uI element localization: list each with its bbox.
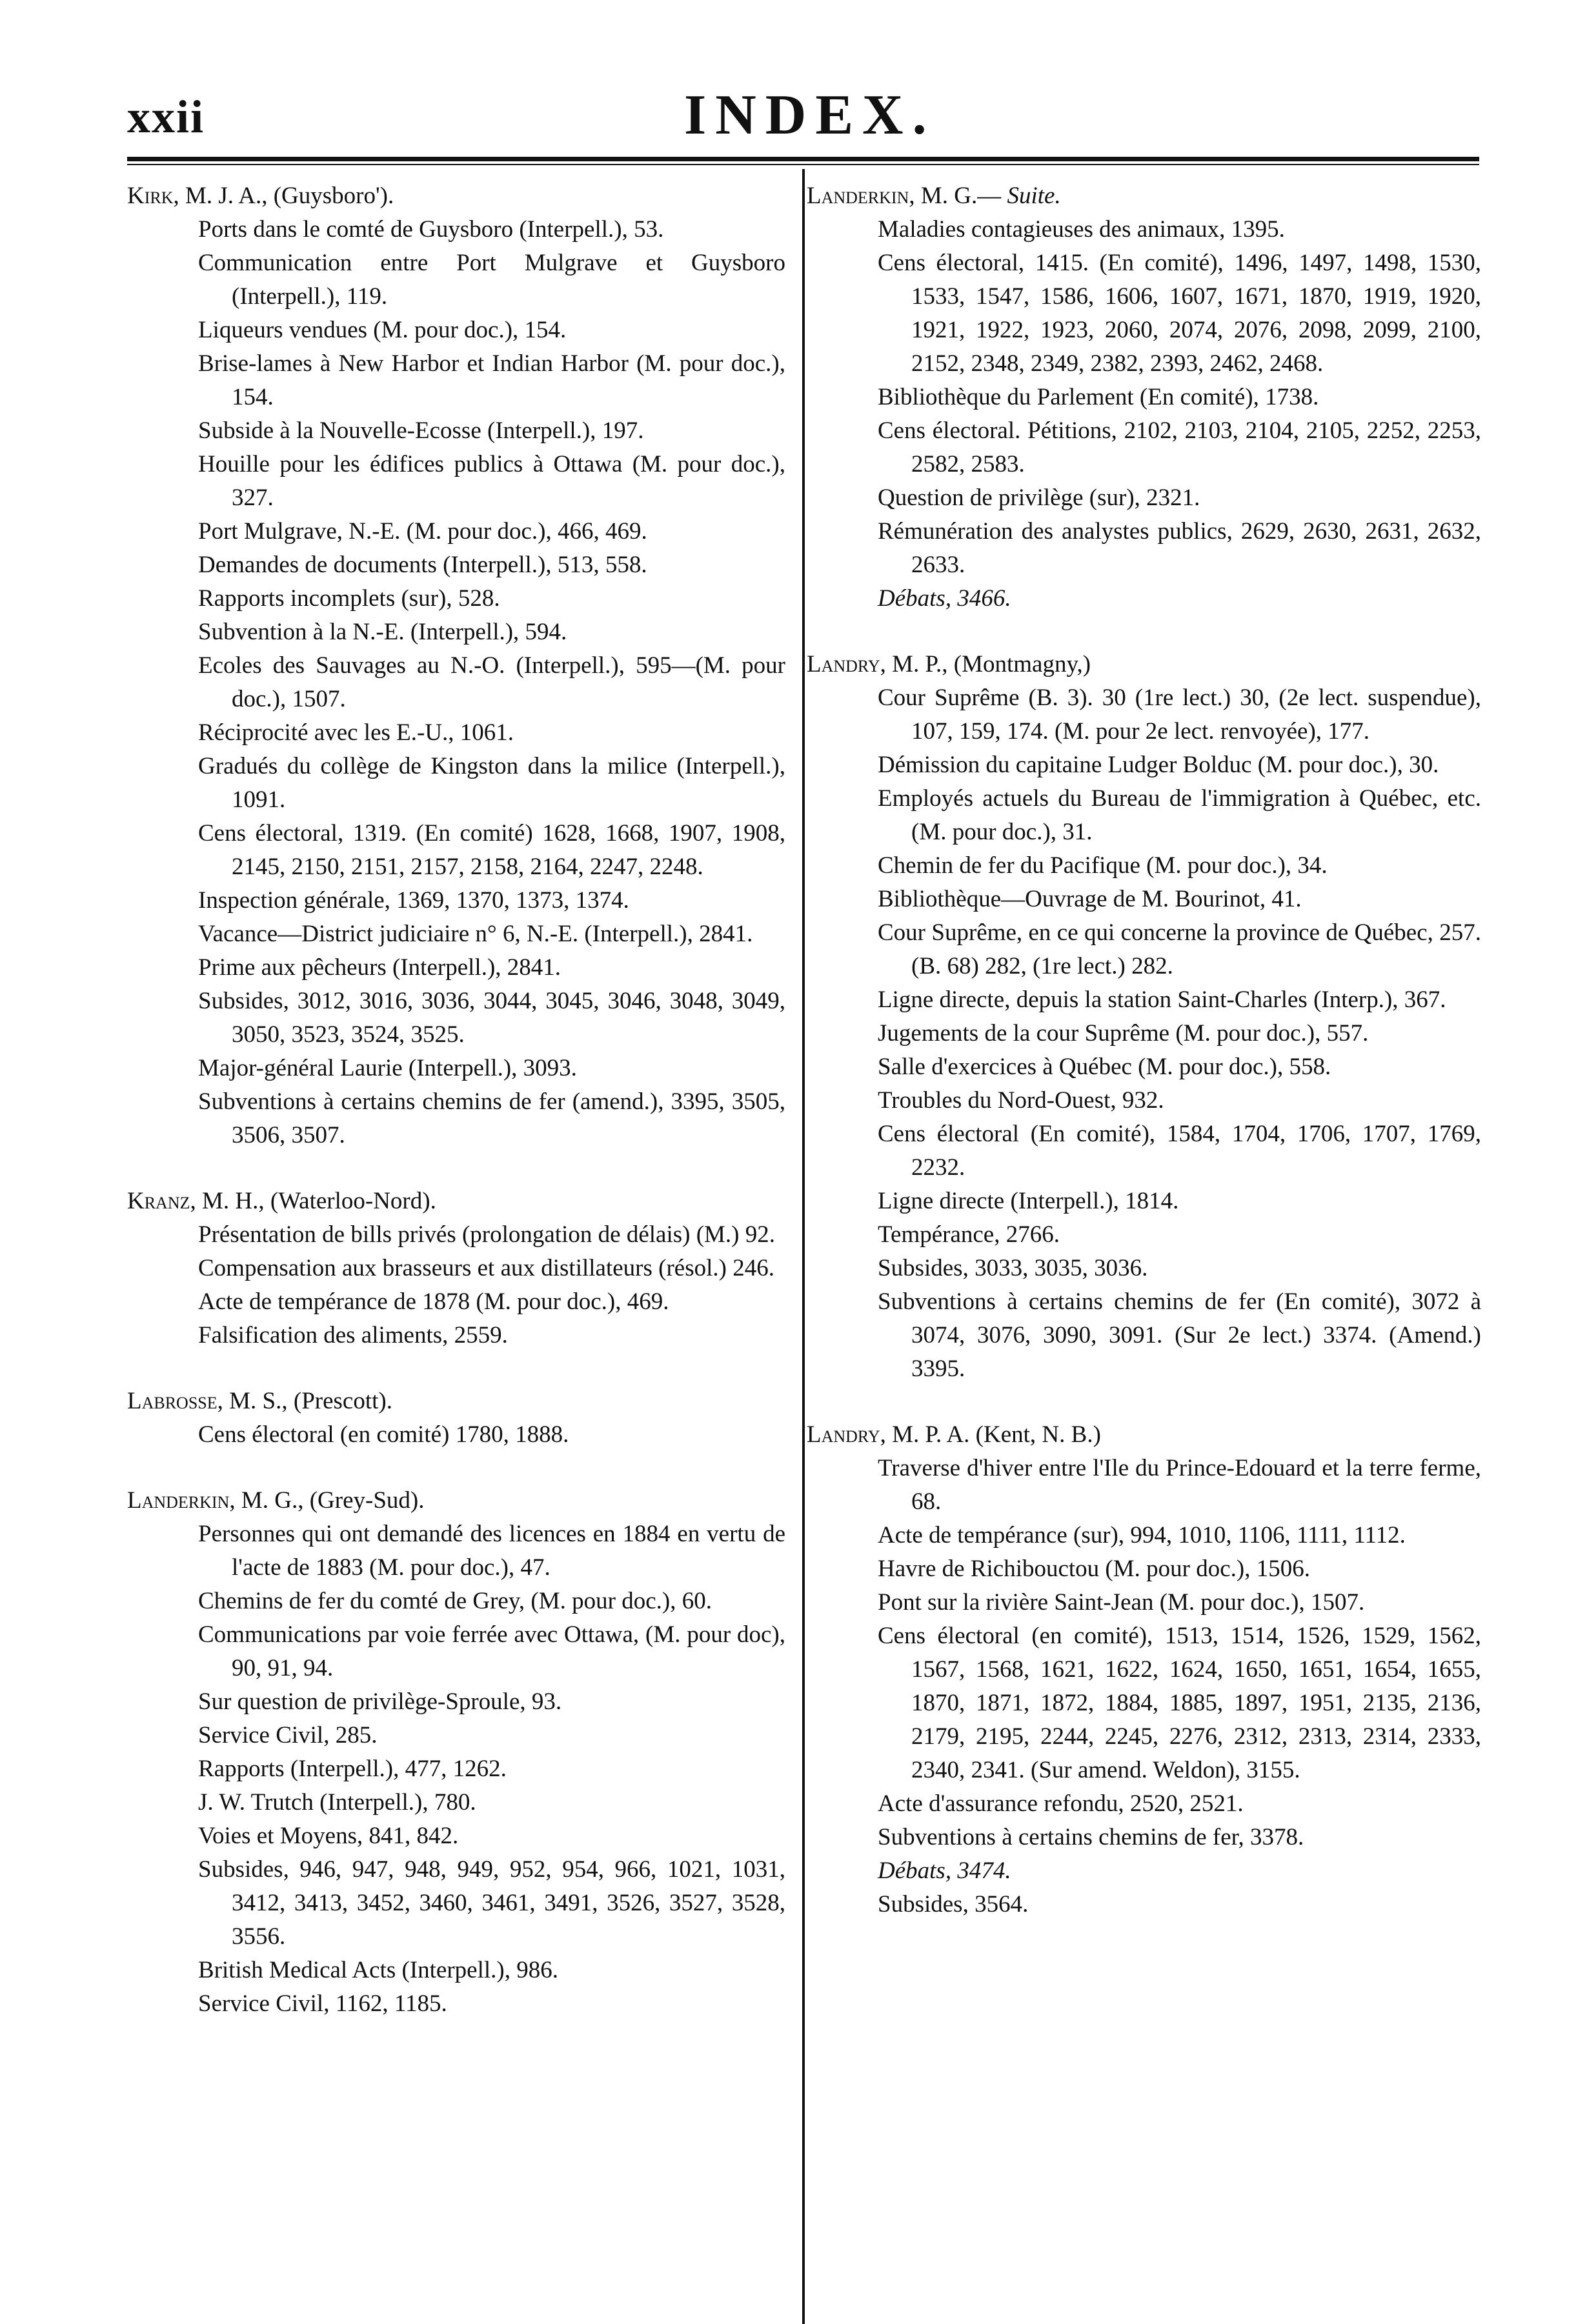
- index-subentry: Traverse d'hiver entre l'Ile du Prince-Edouard et la terre ferme, 68.: [878, 1455, 1481, 1515]
- index-subentry: Réciprocité avec les E.-U., 1061.: [198, 719, 514, 746]
- member-name: Landry, M. P.,: [807, 651, 948, 677]
- entry-heading: [127, 1484, 785, 1518]
- index-entry: [127, 1484, 785, 2021]
- index-entry: [807, 648, 1481, 1386]
- index-subentry: Vacance—District judiciaire n° 6, N.-E. (Interpell.), 2841.: [198, 921, 753, 947]
- index-subentry: Cour Suprême (B. 3). 30 (1re lect.) 30, (2e lect. suspendue), 107, 159, 174. (M. pour 2e lect. renvoyée), 177.: [878, 685, 1481, 745]
- index-subentry: Chemin de fer du Pacifique (M. pour doc.), 34.: [878, 852, 1328, 879]
- member-name: Labrosse, M. S.,: [127, 1388, 288, 1414]
- member-name: Landerkin, M. G.,: [127, 1487, 304, 1514]
- index-subentry: Ligne directe (Interpell.), 1814.: [878, 1188, 1179, 1214]
- member-name: Landerkin, M. G.—: [807, 183, 1002, 209]
- index-subentry: Pont sur la rivière Saint-Jean (M. pour doc.), 1507.: [878, 1589, 1365, 1616]
- index-subentry: Subsides, 3564.: [878, 1891, 1029, 1918]
- index-subentry: Cens électoral, 1415. (En comité), 1496, 1497, 1498, 1530, 1533, 1547, 1586, 1606, 1607, 1671, 1870, 1919, 1920, 1921, 1922, 1923, 2060, 2074, 2076, 2098, 2099, 2100, 2152, 2348, 2349, 2382, 2393, 2462, 2468.: [878, 250, 1481, 377]
- index-subentry: Communication entre Port Mulgrave et Guysboro (Interpell.), 119.: [198, 250, 785, 310]
- index-subentry: Ports dans le comté de Guysboro (Interpell.), 53.: [198, 216, 664, 243]
- index-subentry: Communications par voie ferrée avec Ottawa, (M. pour doc), 90, 91, 94.: [198, 1621, 785, 1681]
- member-riding: (Kent, N. B.): [975, 1421, 1101, 1448]
- index-subentry: J. W. Trutch (Interpell.), 780.: [198, 1789, 476, 1816]
- index-subentry: Ecoles des Sauvages au N.-O. (Interpell.), 595—(M. pour doc.), 1507.: [198, 652, 785, 712]
- index-entry: [807, 179, 1481, 616]
- index-subentry: Rémunération des analystes publics, 2629, 2630, 2631, 2632, 2633.: [878, 518, 1481, 578]
- index-subentry: Cour Suprême, en ce qui concerne la province de Québec, 257. (B. 68) 282, (1re lect.) 282.: [878, 919, 1481, 979]
- index-subentry: Demandes de documents (Interpell.), 513, 558.: [198, 552, 647, 578]
- index-subentry: Brise-lames à New Harbor et Indian Harbor (M. pour doc.), 154.: [198, 350, 785, 410]
- index-subentry: Maladies contagieuses des animaux, 1395.: [878, 216, 1285, 243]
- member-riding: (Prescott).: [293, 1388, 392, 1414]
- index-subentry: Port Mulgrave, N.-E. (M. pour doc.), 466, 469.: [198, 518, 647, 545]
- index-subentry: Sur question de privilège-Sproule, 93.: [198, 1688, 562, 1715]
- index-subentry: Cens électoral (en comité) 1780, 1888.: [198, 1421, 569, 1448]
- entry-heading: [807, 179, 1481, 213]
- index-subentry: Subventions à certains chemins de fer (amend.), 3395, 3505, 3506, 3507.: [198, 1088, 785, 1148]
- index-subentry: Débats, 3474.: [878, 1858, 1011, 1884]
- index-subentry: Subventions à certains chemins de fer, 3378.: [878, 1824, 1304, 1850]
- index-subentry: Débats, 3466.: [878, 585, 1011, 612]
- index-entry: [127, 1385, 785, 1452]
- right-column: [807, 179, 1481, 1954]
- column-divider: [802, 169, 805, 2324]
- left-column: [127, 179, 785, 2053]
- member-riding: (Montmagny,): [953, 651, 1091, 677]
- index-subentry: Rapports (Interpell.), 477, 1262.: [198, 1756, 507, 1782]
- index-subentry: Présentation de bills privés (prolongation de délais) (M.) 92.: [198, 1221, 775, 1248]
- index-subentry: Houille pour les édifices publics à Ottawa (M. pour doc.), 327.: [198, 451, 785, 511]
- index-subentry: Bibliothèque—Ouvrage de M. Bourinot, 41.: [878, 886, 1302, 912]
- index-subentry: British Medical Acts (Interpell.), 986.: [198, 1957, 558, 1983]
- index-subentry: Subside à la Nouvelle-Ecosse (Interpell.), 197.: [198, 417, 644, 444]
- member-riding: (Guysboro').: [273, 183, 394, 209]
- index-subentry: Cens électoral, 1319. (En comité) 1628, 1668, 1907, 1908, 2145, 2150, 2151, 2157, 2158, 2164, 2247, 2248.: [198, 820, 785, 880]
- index-subentry: Liqueurs vendues (M. pour doc.), 154.: [198, 317, 567, 343]
- member-name: Landry, M. P. A.: [807, 1421, 970, 1448]
- index-subentry: Bibliothèque du Parlement (En comité), 1738.: [878, 384, 1319, 410]
- index-subentry: Compensation aux brasseurs et aux distillateurs (résol.) 246.: [198, 1255, 774, 1281]
- index-subentry: Acte de tempérance de 1878 (M. pour doc.), 469.: [198, 1288, 669, 1315]
- index-subentry: Voies et Moyens, 841, 842.: [198, 1823, 459, 1849]
- index-subentry: Acte de tempérance (sur), 994, 1010, 1106, 1111, 1112.: [878, 1522, 1406, 1548]
- index-subentry: Jugements de la cour Suprême (M. pour doc.), 557.: [878, 1020, 1369, 1047]
- index-subentry: Démission du capitaine Ludger Bolduc (M. pour doc.), 30.: [878, 752, 1439, 778]
- index-subentry: Subsides, 3012, 3016, 3036, 3044, 3045, 3046, 3048, 3049, 3050, 3523, 3524, 3525.: [198, 988, 785, 1048]
- index-subentry: Personnes qui ont demandé des licences en 1884 en vertu de l'acte de 1883 (M. pour doc.), 47.: [198, 1521, 785, 1581]
- header-rule: [127, 157, 1479, 165]
- index-subentry: Falsification des aliments, 2559.: [198, 1322, 508, 1348]
- entry-heading: [127, 1385, 785, 1418]
- index-subentry: Rapports incomplets (sur), 528.: [198, 585, 500, 612]
- index-subentry: Ligne directe, depuis la station Saint-Charles (Interp.), 367.: [878, 987, 1446, 1013]
- index-subentry: Prime aux pêcheurs (Interpell.), 2841.: [198, 954, 561, 981]
- member-riding: Suite.: [1007, 183, 1061, 209]
- page-title: INDEX.: [684, 84, 936, 146]
- index-subentry: Service Civil, 285.: [198, 1722, 378, 1748]
- member-riding: (Grey-Sud).: [309, 1487, 425, 1514]
- entry-heading: [807, 648, 1481, 681]
- index-subentry: Employés actuels du Bureau de l'immigration à Québec, etc. (M. pour doc.), 31.: [878, 785, 1481, 845]
- index-subentry: Acte d'assurance refondu, 2520, 2521.: [878, 1790, 1244, 1817]
- index-subentry: Subsides, 946, 947, 948, 949, 952, 954, 966, 1021, 1031, 3412, 3413, 3452, 3460, 3461, 3491, 3526, 3527, 3528, 3556.: [198, 1856, 785, 1950]
- index-subentry: Havre de Richibouctou (M. pour doc.), 1506.: [878, 1556, 1310, 1582]
- member-name: Kirk, M. J. A.,: [127, 183, 268, 209]
- index-subentry: Subvention à la N.-E. (Interpell.), 594.: [198, 619, 567, 645]
- index-subentry: Tempérance, 2766.: [878, 1221, 1060, 1248]
- index-subentry: Cens électoral (En comité), 1584, 1704, 1706, 1707, 1769, 2232.: [878, 1121, 1481, 1181]
- index-subentry: Salle d'exercices à Québec (M. pour doc.), 558.: [878, 1054, 1331, 1080]
- member-name: Kranz, M. H.,: [127, 1188, 265, 1214]
- member-riding: (Waterloo-Nord).: [270, 1188, 436, 1214]
- index-subentry: Cens électoral (en comité), 1513, 1514, 1526, 1529, 1562, 1567, 1568, 1621, 1622, 1624, 1650, 1651, 1654, 1655, 1870, 1871, 1872, 1884, 1885, 1897, 1951, 2135, 2136, 2179, 2195, 2244, 2245, 2276, 2312, 2313, 2314, 2333, 2340, 2341. (Sur amend. Weldon), 3155.: [878, 1623, 1481, 1783]
- entry-heading: [127, 1185, 785, 1218]
- index-subentry: Major-général Laurie (Interpell.), 3093.: [198, 1055, 577, 1081]
- index-subentry: Inspection générale, 1369, 1370, 1373, 1374.: [198, 887, 629, 914]
- index-subentry: Subventions à certains chemins de fer (En comité), 3072 à 3074, 3076, 3090, 3091. (Sur 2e lect.) 3374. (Amend.) 3395.: [878, 1288, 1481, 1382]
- index-subentry: Troubles du Nord-Ouest, 932.: [878, 1087, 1164, 1114]
- index-entry: [127, 179, 785, 1152]
- index-subentry: Gradués du collège de Kingston dans la milice (Interpell.), 1091.: [198, 753, 785, 813]
- index-entry: [127, 1185, 785, 1352]
- index-subentry: Subsides, 3033, 3035, 3036.: [878, 1255, 1148, 1281]
- index-entry: [807, 1418, 1481, 1921]
- index-subentry: Service Civil, 1162, 1185.: [198, 1990, 447, 2017]
- page-number: xxii: [127, 91, 205, 143]
- entry-heading: [807, 1418, 1481, 1452]
- entry-heading: [127, 179, 785, 213]
- index-subentry: Question de privilège (sur), 2321.: [878, 485, 1200, 511]
- index-subentry: Cens électoral. Pétitions, 2102, 2103, 2104, 2105, 2252, 2253, 2582, 2583.: [878, 417, 1481, 477]
- index-subentry: Chemins de fer du comté de Grey, (M. pour doc.), 60.: [198, 1588, 712, 1614]
